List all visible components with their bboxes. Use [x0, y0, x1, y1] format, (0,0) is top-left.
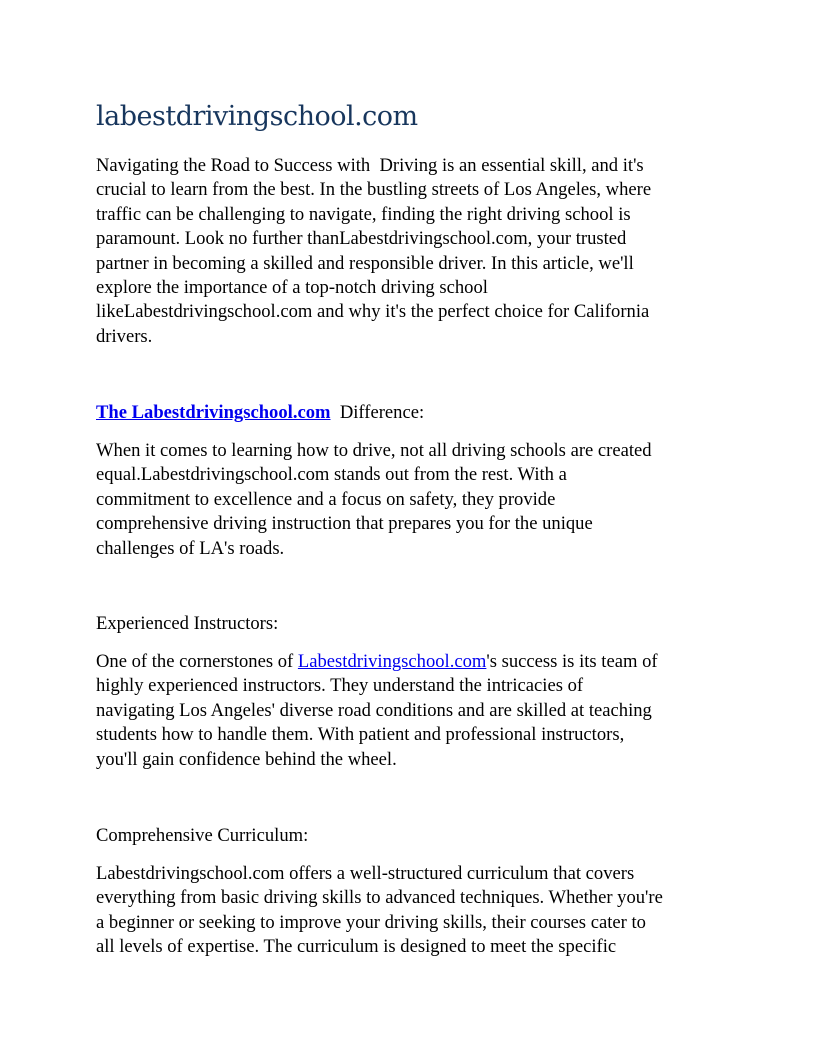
text-line: commitment to excellence and a focus on safety, they provide	[96, 488, 556, 510]
text-line	[96, 650, 658, 674]
text-line: challenges of LA's roads.	[96, 537, 285, 559]
text-line: a beginner or seeking to improve your driving skills, their courses cater to	[96, 911, 646, 933]
text-line: all levels of expertise. The curriculum is designed to meet the specific	[96, 936, 617, 958]
instructors-line-suffix: 's success is its team of	[486, 651, 658, 672]
text-line: traffic can be challenging to navigate, finding the right driving school is	[96, 203, 631, 225]
intro-paragraph	[96, 154, 651, 349]
curriculum-paragraph	[96, 862, 663, 960]
instructors-heading: Experienced Instructors:	[96, 613, 279, 634]
text-line: highly experienced instructors. They understand the intricacies of	[96, 675, 584, 697]
text-line: likeLabestdrivingschool.com and why it's the perfect choice for California	[96, 301, 650, 323]
text-line: paramount. Look no further thanLabestdrivingschool.com, your trusted	[96, 228, 627, 250]
text-line: drivers.	[96, 325, 153, 347]
text-line: partner in becoming a skilled and responsible driver. In this article, we'll	[96, 252, 634, 274]
labestdrivingschool-inline-link[interactable]: Labestdrivingschool.com	[297, 651, 487, 672]
text-line: everything from basic driving skills to advanced techniques. Whether you're	[96, 887, 663, 909]
text-line: students how to handle them. With patient and professional instructors,	[96, 724, 625, 746]
text-line: crucial to learn from the best. In the bustling streets of Los Angeles, where	[96, 179, 652, 201]
document-title: labestdrivingschool.com	[96, 101, 418, 132]
text-line: explore the importance of a top-notch driving school	[96, 277, 488, 299]
text-line: equal.Labestdrivingschool.com stands out from the rest. With a	[96, 464, 567, 486]
difference-paragraph	[96, 439, 652, 561]
text-line: When it comes to learning how to drive, not all driving schools are created	[96, 440, 652, 461]
text-line: Labestdrivingschool.com offers a well-structured curriculum that covers	[96, 863, 635, 884]
instructors-line-prefix: One of the cornerstones of	[96, 651, 298, 672]
difference-heading-suffix: Difference:	[330, 402, 425, 423]
instructors-paragraph	[96, 650, 658, 772]
text-line: Navigating the Road to Success with Driving is an essential skill, and it's	[96, 155, 644, 176]
text-line: comprehensive driving instruction that prepares you for the unique	[96, 513, 593, 535]
labestdrivingschool-heading-link[interactable]: The Labestdrivingschool.com	[96, 402, 331, 423]
text-line: you'll gain confidence behind the wheel.	[96, 748, 397, 770]
text-line: navigating Los Angeles' diverse road conditions and are skilled at teaching	[96, 699, 652, 721]
difference-heading	[96, 401, 424, 425]
curriculum-heading: Comprehensive Curriculum:	[96, 825, 309, 846]
